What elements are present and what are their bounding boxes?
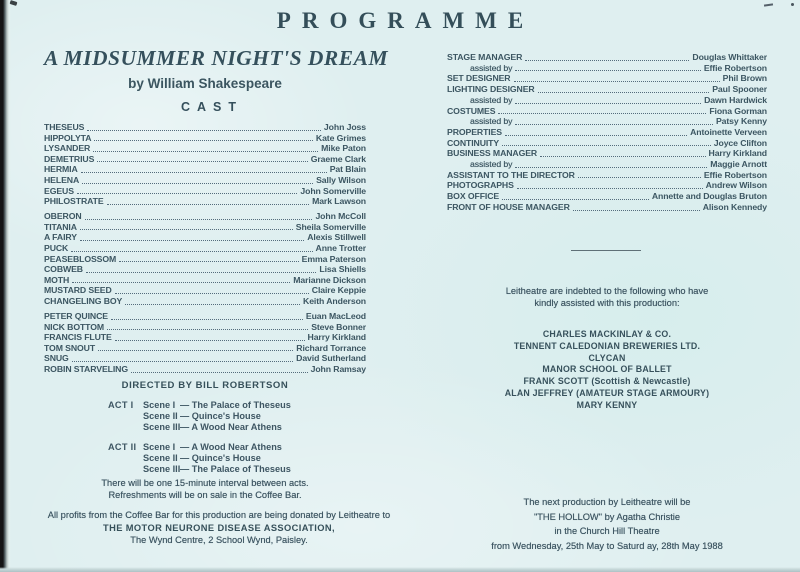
thanks-item: CLYCAN [588, 352, 626, 363]
cast-row [44, 343, 366, 354]
crew-row [447, 138, 767, 149]
cast-row [44, 143, 366, 154]
dotted-leader [94, 140, 313, 141]
crew-name: Alison Kennedy [702, 201, 767, 212]
cast-group [44, 122, 366, 207]
act-label: ACT I [108, 400, 134, 410]
scene-place: — The Palace of Theseus [180, 463, 291, 474]
donation-note [44, 510, 394, 546]
scene-label: Scene III [143, 463, 181, 474]
dotted-leader [502, 199, 649, 200]
cast-actor: Sheila Somerville [295, 221, 366, 232]
crew-name: Fiona Gorman [709, 105, 767, 116]
dotted-leader [71, 251, 312, 252]
cast-row [44, 296, 366, 307]
acts-scenes [108, 400, 291, 475]
crew-name: Phil Brown [722, 73, 767, 84]
crew-list [447, 52, 767, 213]
cast-role: TOM SNOUT [44, 342, 96, 353]
crew-row [447, 202, 767, 213]
crew-row [447, 73, 767, 84]
crew-role: LIGHTING DESIGNER [447, 84, 535, 95]
cast-row [44, 243, 366, 254]
dotted-leader [111, 319, 303, 320]
scene-label: Scene II [143, 453, 178, 464]
dotted-leader [125, 304, 300, 305]
crew-name: Annette and Douglas Bruton [651, 191, 767, 202]
cast-row [44, 211, 366, 222]
crew-role: STAGE MANAGER [447, 52, 523, 62]
cast-actor: Euan MacLeod [305, 311, 366, 322]
cast-actor: Lisa Shiells [319, 264, 366, 275]
dotted-leader [514, 81, 720, 82]
crew-role: FRONT OF HOUSE MANAGER [447, 201, 570, 212]
left-column [44, 0, 394, 572]
cast-group [44, 211, 366, 306]
crew-name: Antoinette Verveen [690, 126, 767, 137]
crew-name: Harry Kirkland [708, 148, 767, 159]
cast-role: COBWEB [44, 264, 83, 275]
crew-role: assisted by [470, 62, 513, 73]
byline: by William Shakespeare [128, 76, 282, 91]
crew-row [447, 106, 767, 117]
interval-note [44, 478, 366, 501]
section-divider [571, 250, 641, 251]
dotted-leader [505, 135, 687, 136]
cast-role: HELENA [44, 174, 80, 185]
cast-role: ROBIN STARVELING [44, 364, 128, 375]
thanks-list [447, 329, 767, 412]
crew-name: Joyce Clifton [713, 137, 767, 148]
scene-row [143, 442, 291, 453]
cast-actor: Richard Torrance [296, 342, 366, 353]
dotted-leader [578, 177, 701, 178]
cast-role: CHANGELING BOY [44, 296, 123, 306]
cast-row [44, 322, 366, 333]
act-label: ACT II [108, 442, 137, 453]
cast-role: SNUG [44, 353, 69, 364]
dotted-leader [107, 204, 310, 205]
dotted-leader [107, 329, 308, 330]
cast-role: MOTH [44, 274, 70, 285]
dotted-leader [515, 70, 700, 71]
crew-name: Patsy Kenny [715, 116, 767, 127]
dotted-leader [115, 340, 305, 341]
act-block [108, 442, 291, 474]
crew-row [447, 52, 767, 63]
scene-row [143, 464, 291, 475]
crew-name: Dawn Hardwick [704, 94, 767, 105]
donation-address: The Wynd Centre, 2 School Wynd, Paisley. [130, 534, 308, 545]
next-production-note [447, 495, 767, 553]
crew-row [447, 148, 767, 159]
cast-row [44, 175, 366, 186]
dotted-leader [85, 219, 313, 220]
cast-role: EGEUS [44, 185, 74, 196]
cast-actor: Mark Lawson [312, 196, 366, 207]
dotted-leader [515, 124, 713, 125]
crew-name: Maggie Arnott [710, 159, 767, 170]
dotted-leader [72, 361, 293, 362]
crew-row [447, 63, 767, 74]
cast-row [44, 154, 366, 165]
cast-actor: Emma Paterson [301, 253, 366, 264]
dotted-leader [515, 103, 701, 104]
scene-place: — A Wood Near Athens [180, 442, 282, 453]
dotted-leader [87, 130, 321, 131]
crew-row [447, 84, 767, 95]
dotted-leader [72, 282, 290, 283]
right-column [447, 0, 767, 572]
scene-label: Scene II [143, 410, 178, 421]
crew-row [447, 127, 767, 138]
cast-role: MUSTARD SEED [44, 285, 112, 296]
crew-role: COSTUMES [447, 105, 496, 116]
cast-row [44, 232, 366, 243]
scan-edge-left [0, 0, 11, 572]
cast-actor: John Somerville [300, 185, 366, 196]
cast-row [44, 275, 366, 286]
thanks-intro [447, 286, 767, 309]
cast-role: LYSANDER [44, 143, 91, 154]
crew-row [447, 159, 767, 170]
cast-actor: Pat Blain [329, 164, 366, 175]
cast-row [44, 122, 366, 133]
crew-name: Andrew Wilson [705, 180, 767, 191]
cast-actor: John Ramsay [310, 364, 366, 375]
cast-row [44, 186, 366, 197]
cast-role: HERMIA [44, 164, 78, 175]
thanks-item: TENNENT CALEDONIAN BREWERIES LTD. [513, 340, 701, 351]
cast-role: PEASEBLOSSOM [44, 253, 117, 264]
crew-row [447, 116, 767, 127]
donation-line: All profits from the Coffee Bar for this production are being donated by Leitheatre to [47, 510, 391, 520]
cast-row [44, 311, 366, 322]
cast-role: OBERON [44, 211, 82, 222]
crew-row [447, 95, 767, 106]
crew-row [447, 170, 767, 181]
cast-row [44, 133, 366, 144]
dotted-leader [115, 293, 309, 294]
dotted-leader [98, 350, 293, 351]
cast-row [44, 254, 366, 265]
dotted-leader [498, 113, 706, 114]
thanks-item: ALAN JEFFREY (AMATEUR STAGE ARMOURY) [504, 387, 710, 398]
cast-list [44, 122, 366, 375]
cast-row [44, 364, 366, 375]
crew-name: Douglas Whittaker [692, 52, 767, 62]
cast-role: TITANIA [44, 221, 77, 232]
dotted-leader [131, 372, 308, 373]
dotted-leader [81, 172, 327, 173]
cast-actor: David Sutherland [296, 353, 366, 364]
thanks-item: MANOR SCHOOL OF BALLET [542, 364, 672, 375]
thanks-item: FRANK SCOTT (Scottish & Newcastle) [523, 376, 691, 387]
scene-list [143, 442, 291, 474]
page-title: PROGRAMME [276, 8, 535, 33]
cast-row [44, 222, 366, 233]
cast-actor: John Joss [323, 122, 366, 132]
dotted-leader [77, 193, 297, 194]
donation-association: THE MOTOR NEURONE DISEASE ASSOCIATION, [103, 522, 335, 533]
crew-row [447, 191, 767, 202]
interval-line-1: There will be one 15-minute interval between acts. [101, 478, 309, 488]
cast-heading: CAST [180, 100, 244, 114]
cast-row [44, 196, 366, 207]
cast-role: THESEUS [44, 122, 85, 132]
cast-actor: Steve Bonner [311, 321, 366, 332]
cast-role: HIPPOLYTA [44, 132, 92, 143]
cast-role: PETER QUINCE [44, 311, 108, 322]
dotted-leader [525, 60, 689, 61]
crew-role: PHOTOGRAPHS [447, 180, 514, 191]
thanks-intro-line-2: kindly assisted with this production: [534, 297, 680, 308]
crew-role: assisted by [470, 94, 513, 105]
cast-role: FRANCIS FLUTE [44, 332, 112, 343]
scene-place: — Quince's House [180, 410, 261, 421]
crew-name: Paul Spooner [712, 84, 767, 95]
crew-role: BUSINESS MANAGER [447, 148, 538, 159]
crew-role: ASSISTANT TO THE DIRECTOR [447, 169, 575, 180]
cast-actor: Alexis Stillwell [307, 232, 366, 243]
interval-line-2: Refreshments will be on sale in the Coffee Bar. [108, 489, 302, 500]
scene-place: — A Wood Near Athens [180, 421, 282, 432]
scan-artifact [764, 3, 773, 6]
crew-role: PROPERTIES [447, 126, 502, 137]
cast-role: NICK BOTTOM [44, 321, 105, 332]
cast-row [44, 164, 366, 175]
cast-actor: Kate Grimes [315, 132, 366, 143]
scene-place: — Quince's House [180, 453, 261, 464]
scene-place: — The Palace of Theseus [180, 400, 291, 410]
dotted-leader [93, 151, 318, 152]
scene-row [143, 411, 291, 422]
dotted-leader [540, 156, 705, 157]
next-production-line: "THE HOLLOW" by Agatha Christie [533, 511, 681, 522]
crew-role: assisted by [470, 116, 513, 127]
scene-row [143, 453, 291, 464]
dotted-leader [515, 167, 707, 168]
dotted-leader [119, 261, 298, 262]
scene-label: Scene III [143, 421, 181, 432]
dotted-leader [538, 92, 710, 93]
dotted-leader [573, 210, 700, 211]
act-block [108, 400, 291, 432]
cast-actor: Graeme Clark [310, 153, 366, 164]
cast-row [44, 332, 366, 343]
cast-actor: Mike Paton [321, 143, 366, 154]
scene-row [143, 400, 291, 411]
cast-actor: Marianne Dickson [293, 274, 366, 285]
cast-actor: Keith Anderson [303, 296, 366, 306]
crew-name: Effie Robertson [703, 62, 767, 73]
scan-artifact [791, 3, 794, 6]
dotted-leader [80, 240, 304, 241]
dotted-leader [86, 272, 316, 273]
scene-label: Scene I [143, 400, 176, 410]
crew-row [447, 180, 767, 191]
cast-actor: John McColl [315, 211, 366, 222]
directed-by-line: DIRECTED BY BILL ROBERTSON [121, 380, 289, 391]
crew-role: SET DESIGNER [447, 73, 511, 84]
next-production-line: The next production by Leitheatre will be [523, 497, 691, 507]
cast-role: PHILOSTRATE [44, 196, 104, 207]
cast-actor: Harry Kirkland [307, 332, 366, 343]
dotted-leader [80, 229, 293, 230]
scene-list [143, 400, 291, 432]
crew-role: assisted by [470, 159, 513, 170]
cast-actor: Anne Trotter [315, 243, 366, 254]
show-title: A MIDSUMMER NIGHT'S DREAM [44, 46, 389, 70]
thanks-item: MARY KENNY [576, 399, 638, 410]
cast-actor: Claire Keppie [311, 285, 366, 296]
crew-name: Effie Robertson [703, 169, 767, 180]
next-production-line: from Wednesday, 25th May to Saturd ay, 28th May 1988 [491, 540, 723, 551]
cast-actor: Sally Wilson [316, 174, 366, 185]
scene-row [143, 422, 291, 433]
cast-row [44, 353, 366, 364]
scene-label: Scene I [143, 442, 176, 453]
dotted-leader [82, 183, 313, 184]
cast-row [44, 285, 366, 296]
cast-role: DEMETRIUS [44, 153, 95, 164]
cast-row [44, 264, 366, 275]
cast-group [44, 311, 366, 375]
dotted-leader [517, 188, 703, 189]
thanks-intro-line-1: Leitheatre are indebted to the following who have [505, 286, 709, 296]
next-production-line: in the Church Hill Theatre [554, 526, 660, 536]
scan-edge-bottom [0, 567, 800, 572]
thanks-item: CHARLES MACKINLAY & CO. [542, 329, 672, 339]
cast-role: A FAIRY [44, 232, 77, 243]
dotted-leader [502, 145, 711, 146]
cast-role: PUCK [44, 243, 69, 254]
dotted-leader [97, 161, 307, 162]
crew-role: BOX OFFICE [447, 191, 500, 202]
crew-role: CONTINUITY [447, 137, 500, 148]
